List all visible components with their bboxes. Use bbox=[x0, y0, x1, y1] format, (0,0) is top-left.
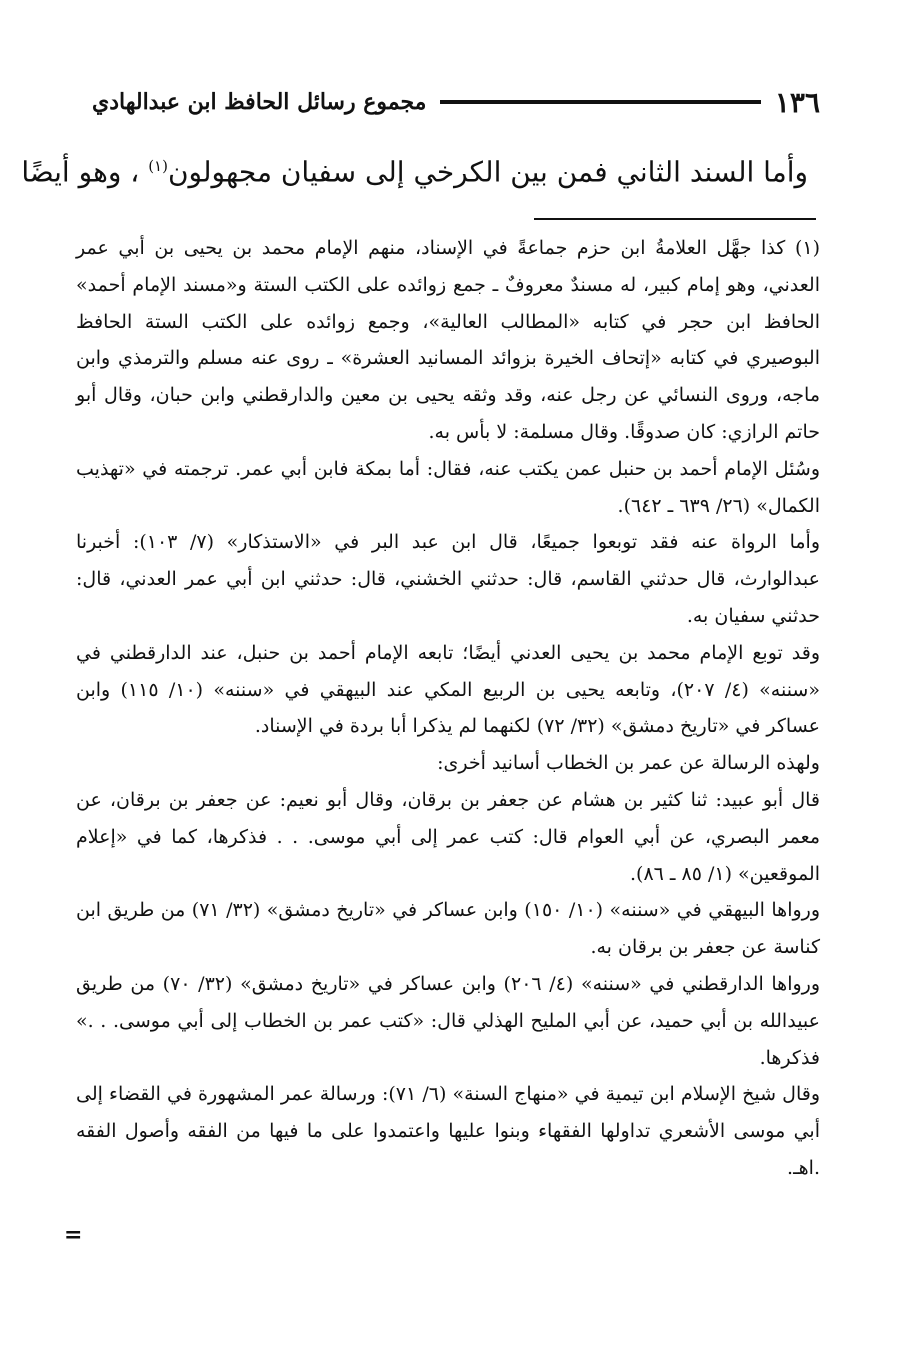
footnote-paragraph: قال أبو عبيد: ثنا كثير بن هشام عن جعفر بن برقان، وقال أبو نعيم: عن جعفر بن برقان، عن معمر البصري، عن أبي العوام قال: كتب عمر إلى أبي موسى. . . فذكرها، كما في «إعلام الموقعين» (١/ ٨٥ ـ ٨٦). bbox=[76, 788, 820, 885]
footnote-paragraph: (١) كذا جهَّل العلامةُ ابن حزم جماعةً في الإسناد، منهم الإمام محمد بن يحيى بن أبي عمر العدني، وهو إمام كبير، له مسندٌ معروفٌ ـ جمع زوائده على الكتب الستة و«مسند الإمام أحمد» الحافظ ابن حجر في كتابه «المطالب العالية»، وجمع زوائده على الكتب الستة الحافظ البوصيري في كتابه «إتحاف الخيرة بزوائد المسانيد العشرة» ـ روى عنه مسلم والترمذي وابن ماجه، وروى النسائي عن رجل عنه، وقد وثقه يحيى بن معين والدارقطني وابن حبان، وقال أبو حاتم الرازي: كان صدوقًا. وقال مسلمة: لا بأس به. bbox=[76, 237, 820, 443]
footnote-paragraph: ولهذه الرسالة عن عمر بن الخطاب أسانيد أخرى: bbox=[437, 752, 820, 775]
main-text-start: وأما السند الثاني فمن بين الكرخي إلى سفيان مجهولون bbox=[167, 155, 808, 189]
page-number: ١٣٦ bbox=[774, 85, 820, 119]
footnotes bbox=[76, 230, 820, 1187]
footnote-paragraph: وقال شيخ الإسلام ابن تيمية في «منهاج السنة» (٦/ ٧١): ورسالة عمر المشهورة في القضاء إلى أبي موسى الأشعري تداولها الفقهاء وبنوا عليها واعتمدوا على ما فيها من الفقه وأصول الفقه .اهـ. bbox=[76, 1083, 820, 1179]
footnote-paragraph: وقد توبع الإمام محمد بن يحيى العدني أيضًا؛ تابعه الإمام أحمد بن حنبل، عند الدارقطني في «سننه» (٤/ ٢٠٧)، وتابعه يحيى بن الربيع المكي عند البيهقي في «سننه» (١٠/ ١١٥) وابن عساكر في «تاريخ دمشق» (٣٢/ ٧٢) لكنهما لم يذكرا أبا بردة في الإسناد. bbox=[76, 641, 820, 738]
footnote-paragraph: وأما الرواة عنه فقد توبعوا جميعًا، قال ابن عبد البر في «الاستذكار» (٧/ ١٠٣): أخبرنا عبدالوارث، قال حدثني القاسم، قال: حدثني الخشني، قال: حدثني ابن أبي عمر العدني، قال: حدثني سفيان به. bbox=[76, 531, 820, 627]
running-title: مجموع رسائل الحافظ ابن عبدالهادي bbox=[92, 89, 427, 115]
header-rule bbox=[440, 100, 760, 104]
footnote-paragraph: وسُئل الإمام أحمد بن حنبل عمن يكتب عنه، فقال: أما بمكة فابن أبي عمر. ترجمته في «تهذيب الكمال» (٢٦/ ٦٣٩ ـ ٦٤٢). bbox=[76, 457, 820, 517]
footnote-paragraph: ورواها البيهقي في «سننه» (١٠/ ١٥٠) وابن عساكر في «تاريخ دمشق» (٣٢/ ٧١) من طريق ابن كناسة عن جعفر بن برقان به. bbox=[76, 899, 821, 959]
main-text bbox=[21, 140, 808, 198]
footnote-ref: (١) bbox=[148, 157, 168, 175]
footnote-paragraph: ورواها الدارقطني في «سننه» (٤/ ٢٠٦) وابن عساكر في «تاريخ دمشق» (٣٢/ ٧٠) من طريق عبيدالله بن أبي حميد، عن أبي المليح الهذلي قال: «كتب عمر بن الخطاب إلى أبي موسى. . .» فذكرها. bbox=[76, 972, 821, 1069]
continuation-mark: = bbox=[64, 1222, 83, 1248]
main-text-end: ، وهو أيضًا bbox=[21, 155, 149, 189]
footnote-separator bbox=[534, 218, 816, 220]
running-header bbox=[92, 80, 820, 124]
